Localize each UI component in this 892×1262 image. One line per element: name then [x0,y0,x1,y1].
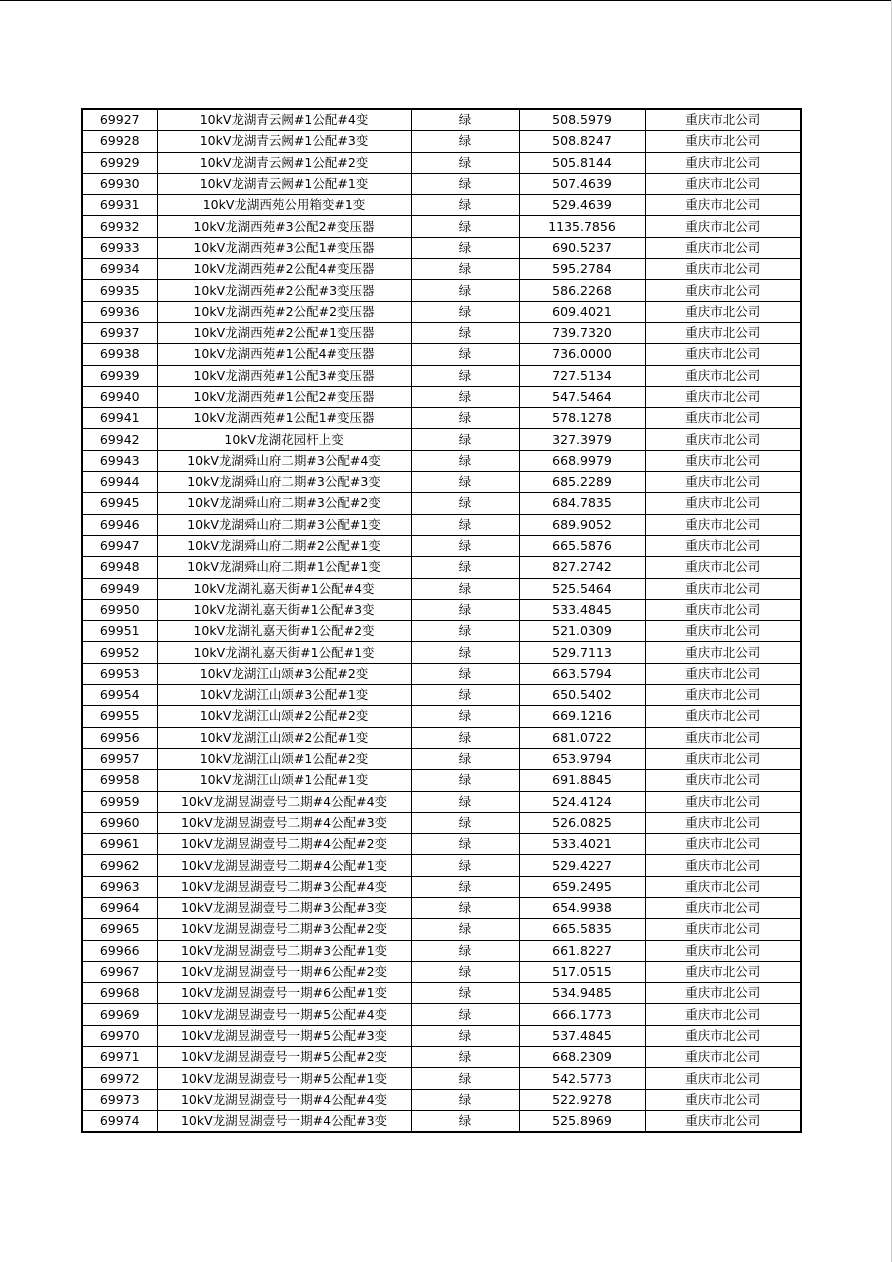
company-cell: 重庆市北公司 [645,855,801,876]
transformer-name-cell: 10kV龙湖昱湖壹号二期#3公配#3变 [157,897,411,918]
company-cell: 重庆市北公司 [645,152,801,173]
status-color-cell: 绿 [411,450,519,471]
company-cell: 重庆市北公司 [645,1047,801,1068]
capacity-value-cell: 665.5835 [519,919,645,940]
row-id-cell: 69933 [82,237,157,258]
transformer-name-cell: 10kV龙湖江山颂#1公配#2变 [157,748,411,769]
capacity-value-cell: 659.2495 [519,876,645,897]
transformer-name-cell: 10kV龙湖舜山府二期#3公配#1变 [157,514,411,535]
row-id-cell: 69969 [82,1004,157,1025]
status-color-cell: 绿 [411,834,519,855]
capacity-value-cell: 595.2784 [519,259,645,280]
company-cell: 重庆市北公司 [645,1025,801,1046]
company-cell: 重庆市北公司 [645,557,801,578]
capacity-value-cell: 691.8845 [519,770,645,791]
company-cell: 重庆市北公司 [645,535,801,556]
capacity-value-cell: 654.9938 [519,897,645,918]
transformer-name-cell: 10kV龙湖青云阙#1公配#4变 [157,109,411,131]
status-color-cell: 绿 [411,429,519,450]
row-id-cell: 69936 [82,301,157,322]
capacity-value-cell: 537.4845 [519,1025,645,1046]
transformer-name-cell: 10kV龙湖昱湖壹号一期#4公配#3变 [157,1110,411,1132]
row-id-cell: 69947 [82,535,157,556]
status-color-cell: 绿 [411,216,519,237]
company-cell: 重庆市北公司 [645,408,801,429]
row-id-cell: 69964 [82,897,157,918]
table-row [82,408,801,429]
capacity-value-cell: 533.4845 [519,599,645,620]
row-id-cell: 69937 [82,322,157,343]
transformer-name-cell: 10kV龙湖礼嘉天街#1公配#1变 [157,642,411,663]
row-id-cell: 69958 [82,770,157,791]
company-cell: 重庆市北公司 [645,365,801,386]
capacity-value-cell: 586.2268 [519,280,645,301]
company-cell: 重庆市北公司 [645,663,801,684]
table-row [82,961,801,982]
transformer-name-cell: 10kV龙湖昱湖壹号二期#4公配#1变 [157,855,411,876]
transformer-name-cell: 10kV龙湖青云阙#1公配#2变 [157,152,411,173]
transformer-name-cell: 10kV龙湖西苑#3公配2#变压器 [157,216,411,237]
row-id-cell: 69967 [82,961,157,982]
row-id-cell: 69956 [82,727,157,748]
table-row [82,642,801,663]
table-row [82,344,801,365]
status-color-cell: 绿 [411,472,519,493]
table-row [82,322,801,343]
transformer-name-cell: 10kV龙湖江山颂#3公配#1变 [157,685,411,706]
row-id-cell: 69957 [82,748,157,769]
transformer-name-cell: 10kV龙湖昱湖壹号一期#6公配#2变 [157,961,411,982]
status-color-cell: 绿 [411,493,519,514]
table-row [82,876,801,897]
transformer-table-body [82,109,801,1132]
capacity-value-cell: 533.4021 [519,834,645,855]
table-row [82,1068,801,1089]
table-row [82,472,801,493]
company-cell: 重庆市北公司 [645,493,801,514]
table-row [82,791,801,812]
company-cell: 重庆市北公司 [645,195,801,216]
row-id-cell: 69965 [82,919,157,940]
status-color-cell: 绿 [411,109,519,131]
capacity-value-cell: 609.4021 [519,301,645,322]
capacity-value-cell: 653.9794 [519,748,645,769]
table-row [82,578,801,599]
status-color-cell: 绿 [411,706,519,727]
company-cell: 重庆市北公司 [645,429,801,450]
table-row [82,557,801,578]
row-id-cell: 69966 [82,940,157,961]
transformer-name-cell: 10kV龙湖昱湖壹号一期#6公配#1变 [157,983,411,1004]
transformer-name-cell: 10kV龙湖昱湖壹号二期#4公配#4变 [157,791,411,812]
table-row [82,897,801,918]
transformer-name-cell: 10kV龙湖昱湖壹号二期#4公配#3变 [157,812,411,833]
company-cell: 重庆市北公司 [645,386,801,407]
status-color-cell: 绿 [411,131,519,152]
status-color-cell: 绿 [411,259,519,280]
transformer-name-cell: 10kV龙湖江山颂#2公配#2变 [157,706,411,727]
table-row [82,173,801,194]
capacity-value-cell: 650.5402 [519,685,645,706]
capacity-value-cell: 327.3979 [519,429,645,450]
table-row [82,429,801,450]
status-color-cell: 绿 [411,301,519,322]
company-cell: 重庆市北公司 [645,450,801,471]
row-id-cell: 69959 [82,791,157,812]
status-color-cell: 绿 [411,642,519,663]
status-color-cell: 绿 [411,791,519,812]
company-cell: 重庆市北公司 [645,173,801,194]
capacity-value-cell: 526.0825 [519,812,645,833]
company-cell: 重庆市北公司 [645,344,801,365]
status-color-cell: 绿 [411,1004,519,1025]
company-cell: 重庆市北公司 [645,642,801,663]
transformer-name-cell: 10kV龙湖昱湖壹号二期#3公配#1变 [157,940,411,961]
company-cell: 重庆市北公司 [645,983,801,1004]
table-row [82,855,801,876]
capacity-value-cell: 529.4227 [519,855,645,876]
table-row [82,259,801,280]
capacity-value-cell: 524.4124 [519,791,645,812]
row-id-cell: 69930 [82,173,157,194]
status-color-cell: 绿 [411,621,519,642]
row-id-cell: 69942 [82,429,157,450]
company-cell: 重庆市北公司 [645,322,801,343]
capacity-value-cell: 663.5794 [519,663,645,684]
transformer-name-cell: 10kV龙湖昱湖壹号一期#5公配#3变 [157,1025,411,1046]
row-id-cell: 69935 [82,280,157,301]
table-row [82,621,801,642]
company-cell: 重庆市北公司 [645,216,801,237]
company-cell: 重庆市北公司 [645,1004,801,1025]
status-color-cell: 绿 [411,1089,519,1110]
table-row [82,940,801,961]
capacity-value-cell: 525.8969 [519,1110,645,1132]
status-color-cell: 绿 [411,727,519,748]
company-cell: 重庆市北公司 [645,599,801,620]
row-id-cell: 69938 [82,344,157,365]
capacity-value-cell: 666.1773 [519,1004,645,1025]
status-color-cell: 绿 [411,365,519,386]
capacity-value-cell: 547.5464 [519,386,645,407]
status-color-cell: 绿 [411,812,519,833]
capacity-value-cell: 669.1216 [519,706,645,727]
row-id-cell: 69955 [82,706,157,727]
row-id-cell: 69928 [82,131,157,152]
table-row [82,131,801,152]
transformer-name-cell: 10kV龙湖西苑#2公配#1变压器 [157,322,411,343]
company-cell: 重庆市北公司 [645,834,801,855]
status-color-cell: 绿 [411,195,519,216]
row-id-cell: 69970 [82,1025,157,1046]
company-cell: 重庆市北公司 [645,791,801,812]
transformer-name-cell: 10kV龙湖青云阙#1公配#3变 [157,131,411,152]
status-color-cell: 绿 [411,983,519,1004]
transformer-name-cell: 10kV龙湖西苑#3公配1#变压器 [157,237,411,258]
company-cell: 重庆市北公司 [645,897,801,918]
company-cell: 重庆市北公司 [645,621,801,642]
table-row [82,1004,801,1025]
transformer-name-cell: 10kV龙湖西苑#2公配4#变压器 [157,259,411,280]
transformer-name-cell: 10kV龙湖西苑#1公配2#变压器 [157,386,411,407]
row-id-cell: 69949 [82,578,157,599]
capacity-value-cell: 661.8227 [519,940,645,961]
company-cell: 重庆市北公司 [645,940,801,961]
table-row [82,216,801,237]
status-color-cell: 绿 [411,876,519,897]
row-id-cell: 69945 [82,493,157,514]
capacity-value-cell: 505.8144 [519,152,645,173]
company-cell: 重庆市北公司 [645,280,801,301]
capacity-value-cell: 521.0309 [519,621,645,642]
transformer-name-cell: 10kV龙湖江山颂#3公配#2变 [157,663,411,684]
page-top-border [0,0,892,1]
table-row [82,1047,801,1068]
transformer-name-cell: 10kV龙湖昱湖壹号二期#4公配#2变 [157,834,411,855]
row-id-cell: 69971 [82,1047,157,1068]
row-id-cell: 69943 [82,450,157,471]
capacity-value-cell: 684.7835 [519,493,645,514]
row-id-cell: 69954 [82,685,157,706]
status-color-cell: 绿 [411,1068,519,1089]
row-id-cell: 69934 [82,259,157,280]
transformer-name-cell: 10kV龙湖昱湖壹号一期#4公配#4变 [157,1089,411,1110]
status-color-cell: 绿 [411,535,519,556]
table-row [82,983,801,1004]
company-cell: 重庆市北公司 [645,578,801,599]
row-id-cell: 69940 [82,386,157,407]
row-id-cell: 69974 [82,1110,157,1132]
status-color-cell: 绿 [411,322,519,343]
transformer-name-cell: 10kV龙湖舜山府二期#3公配#3变 [157,472,411,493]
table-row [82,450,801,471]
row-id-cell: 69932 [82,216,157,237]
capacity-value-cell: 665.5876 [519,535,645,556]
transformer-name-cell: 10kV龙湖西苑公用箱变#1变 [157,195,411,216]
row-id-cell: 69948 [82,557,157,578]
status-color-cell: 绿 [411,514,519,535]
transformer-name-cell: 10kV龙湖西苑#2公配#2变压器 [157,301,411,322]
row-id-cell: 69951 [82,621,157,642]
capacity-value-cell: 1135.7856 [519,216,645,237]
status-color-cell: 绿 [411,557,519,578]
capacity-value-cell: 681.0722 [519,727,645,748]
transformer-name-cell: 10kV龙湖昱湖壹号一期#5公配#2变 [157,1047,411,1068]
row-id-cell: 69927 [82,109,157,131]
status-color-cell: 绿 [411,1025,519,1046]
company-cell: 重庆市北公司 [645,961,801,982]
company-cell: 重庆市北公司 [645,1110,801,1132]
status-color-cell: 绿 [411,578,519,599]
row-id-cell: 69944 [82,472,157,493]
status-color-cell: 绿 [411,855,519,876]
status-color-cell: 绿 [411,685,519,706]
status-color-cell: 绿 [411,961,519,982]
row-id-cell: 69973 [82,1089,157,1110]
capacity-value-cell: 529.4639 [519,195,645,216]
capacity-value-cell: 517.0515 [519,961,645,982]
status-color-cell: 绿 [411,344,519,365]
status-color-cell: 绿 [411,770,519,791]
capacity-value-cell: 508.8247 [519,131,645,152]
transformer-name-cell: 10kV龙湖青云阙#1公配#1变 [157,173,411,194]
table-row [82,493,801,514]
status-color-cell: 绿 [411,940,519,961]
capacity-value-cell: 507.4639 [519,173,645,194]
capacity-value-cell: 736.0000 [519,344,645,365]
transformer-name-cell: 10kV龙湖舜山府二期#1公配#1变 [157,557,411,578]
capacity-value-cell: 522.9278 [519,1089,645,1110]
status-color-cell: 绿 [411,173,519,194]
transformer-name-cell: 10kV龙湖昱湖壹号二期#3公配#2变 [157,919,411,940]
transformer-name-cell: 10kV龙湖花园杆上变 [157,429,411,450]
status-color-cell: 绿 [411,1110,519,1132]
table-row [82,514,801,535]
company-cell: 重庆市北公司 [645,237,801,258]
capacity-value-cell: 727.5134 [519,365,645,386]
transformer-name-cell: 10kV龙湖礼嘉天街#1公配#4变 [157,578,411,599]
status-color-cell: 绿 [411,897,519,918]
transformer-name-cell: 10kV龙湖西苑#1公配3#变压器 [157,365,411,386]
company-cell: 重庆市北公司 [645,301,801,322]
table-row [82,152,801,173]
status-color-cell: 绿 [411,1047,519,1068]
row-id-cell: 69952 [82,642,157,663]
table-row [82,919,801,940]
capacity-value-cell: 690.5237 [519,237,645,258]
row-id-cell: 69962 [82,855,157,876]
transformer-name-cell: 10kV龙湖舜山府二期#3公配#4变 [157,450,411,471]
status-color-cell: 绿 [411,386,519,407]
table-row [82,1110,801,1132]
capacity-value-cell: 508.5979 [519,109,645,131]
table-row [82,770,801,791]
transformer-name-cell: 10kV龙湖昱湖壹号一期#5公配#1变 [157,1068,411,1089]
table-row [82,812,801,833]
table-row [82,748,801,769]
status-color-cell: 绿 [411,748,519,769]
table-row [82,1089,801,1110]
capacity-value-cell: 685.2289 [519,472,645,493]
transformer-name-cell: 10kV龙湖舜山府二期#3公配#2变 [157,493,411,514]
company-cell: 重庆市北公司 [645,1089,801,1110]
company-cell: 重庆市北公司 [645,812,801,833]
company-cell: 重庆市北公司 [645,748,801,769]
transformer-name-cell: 10kV龙湖昱湖壹号一期#5公配#4变 [157,1004,411,1025]
table-row [82,365,801,386]
capacity-value-cell: 827.2742 [519,557,645,578]
transformer-name-cell: 10kV龙湖西苑#1公配1#变压器 [157,408,411,429]
company-cell: 重庆市北公司 [645,514,801,535]
status-color-cell: 绿 [411,599,519,620]
capacity-value-cell: 578.1278 [519,408,645,429]
table-row [82,280,801,301]
row-id-cell: 69946 [82,514,157,535]
status-color-cell: 绿 [411,408,519,429]
capacity-value-cell: 668.2309 [519,1047,645,1068]
table-row [82,685,801,706]
row-id-cell: 69950 [82,599,157,620]
table-row [82,727,801,748]
company-cell: 重庆市北公司 [645,131,801,152]
capacity-value-cell: 689.9052 [519,514,645,535]
table-row [82,535,801,556]
transformer-name-cell: 10kV龙湖昱湖壹号二期#3公配#4变 [157,876,411,897]
status-color-cell: 绿 [411,280,519,301]
company-cell: 重庆市北公司 [645,706,801,727]
row-id-cell: 69941 [82,408,157,429]
transformer-table [81,108,802,1133]
row-id-cell: 69929 [82,152,157,173]
row-id-cell: 69953 [82,663,157,684]
capacity-value-cell: 529.7113 [519,642,645,663]
table-row [82,195,801,216]
capacity-value-cell: 542.5773 [519,1068,645,1089]
table-row [82,706,801,727]
table-row [82,237,801,258]
transformer-name-cell: 10kV龙湖西苑#1公配4#变压器 [157,344,411,365]
row-id-cell: 69931 [82,195,157,216]
status-color-cell: 绿 [411,237,519,258]
transformer-name-cell: 10kV龙湖江山颂#1公配#1变 [157,770,411,791]
row-id-cell: 69960 [82,812,157,833]
company-cell: 重庆市北公司 [645,109,801,131]
company-cell: 重庆市北公司 [645,876,801,897]
table-row [82,301,801,322]
capacity-value-cell: 534.9485 [519,983,645,1004]
company-cell: 重庆市北公司 [645,259,801,280]
transformer-name-cell: 10kV龙湖西苑#2公配#3变压器 [157,280,411,301]
row-id-cell: 69963 [82,876,157,897]
status-color-cell: 绿 [411,152,519,173]
capacity-value-cell: 668.9979 [519,450,645,471]
table-row [82,834,801,855]
table-row [82,109,801,131]
row-id-cell: 69939 [82,365,157,386]
transformer-name-cell: 10kV龙湖舜山府二期#2公配#1变 [157,535,411,556]
company-cell: 重庆市北公司 [645,685,801,706]
company-cell: 重庆市北公司 [645,1068,801,1089]
company-cell: 重庆市北公司 [645,770,801,791]
status-color-cell: 绿 [411,663,519,684]
row-id-cell: 69968 [82,983,157,1004]
company-cell: 重庆市北公司 [645,727,801,748]
row-id-cell: 69961 [82,834,157,855]
table-row [82,1025,801,1046]
status-color-cell: 绿 [411,919,519,940]
capacity-value-cell: 739.7320 [519,322,645,343]
transformer-name-cell: 10kV龙湖江山颂#2公配#1变 [157,727,411,748]
capacity-value-cell: 525.5464 [519,578,645,599]
transformer-name-cell: 10kV龙湖礼嘉天街#1公配#2变 [157,621,411,642]
table-row [82,663,801,684]
transformer-name-cell: 10kV龙湖礼嘉天街#1公配#3变 [157,599,411,620]
company-cell: 重庆市北公司 [645,472,801,493]
company-cell: 重庆市北公司 [645,919,801,940]
table-row [82,599,801,620]
table-row [82,386,801,407]
row-id-cell: 69972 [82,1068,157,1089]
